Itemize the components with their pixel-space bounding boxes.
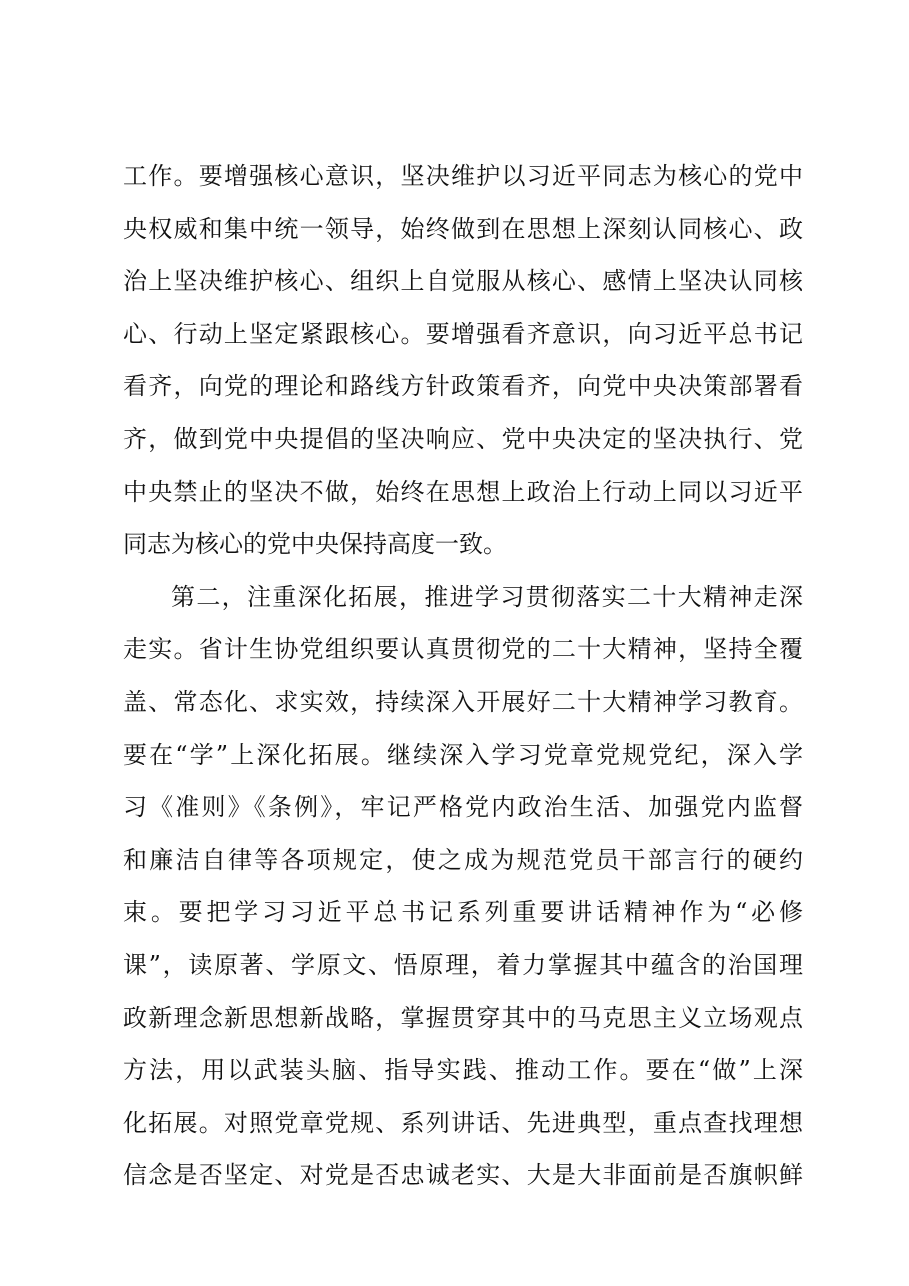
text-line: 和廉洁自律等各项规定，使之成为规范党员干部言行的硬约 xyxy=(123,845,803,874)
body-text xyxy=(123,150,803,1202)
paragraph-first-line: 第二，注重深化拓展，推进学习贯彻落实二十大精神走深 xyxy=(171,582,803,611)
text-line: 课”，读原著、学原文、悟原理，着力掌握其中蕴含的治国理 xyxy=(123,950,803,979)
text-line: 治上坚决维护核心、组织上自觉服从核心、感情上坚决认同核 xyxy=(123,267,803,296)
text-line: 同志为核心的党中央保持高度一致。 xyxy=(123,530,507,559)
text-line: 束。要把学习习近平总书记系列重要讲话精神作为“必修 xyxy=(123,898,803,927)
text-line: 方法，用以武装头脑、指导实践、推动工作。要在“做”上深 xyxy=(123,1056,803,1085)
text-line: 工作。要增强核心意识，坚决维护以习近平同志为核心的党中 xyxy=(123,162,803,190)
text-line: 看齐，向党的理论和路线方针政策看齐，向党中央决策部署看 xyxy=(123,372,803,401)
text-line: 习《准则》《条例》，牢记严格党内政治生活、加强党内监督 xyxy=(123,793,803,822)
text-line: 中央禁止的坚决不做，始终在思想上政治上行动上同以习近平 xyxy=(123,477,803,506)
text-line: 盖、常态化、求实效，持续深入开展好二十大精神学习教育。 xyxy=(123,687,803,716)
text-line: 政新理念新思想新战略，掌握贯穿其中的马克思主义立场观点 xyxy=(123,1003,803,1032)
text-line: 心、行动上坚定紧跟核心。要增强看齐意识，向习近平总书记 xyxy=(123,319,803,348)
text-line: 信念是否坚定、对党是否忠诚老实、大是大非面前是否旗帜鲜 xyxy=(123,1161,803,1190)
text-line: 走实。省计生协党组织要认真贯彻党的二十大精神，坚持全覆 xyxy=(123,635,803,664)
text-line: 化拓展。对照党章党规、系列讲话、先进典型，重点查找理想 xyxy=(123,1108,803,1137)
text-line: 央权威和集中统一领导，始终做到在思想上深刻认同核心、政 xyxy=(123,214,803,243)
text-line: 齐，做到党中央提倡的坚决响应、党中央决定的坚决执行、党 xyxy=(123,424,803,453)
text-line: 要在“学”上深化拓展。继续深入学习党章党规党纪，深入学 xyxy=(123,740,803,769)
